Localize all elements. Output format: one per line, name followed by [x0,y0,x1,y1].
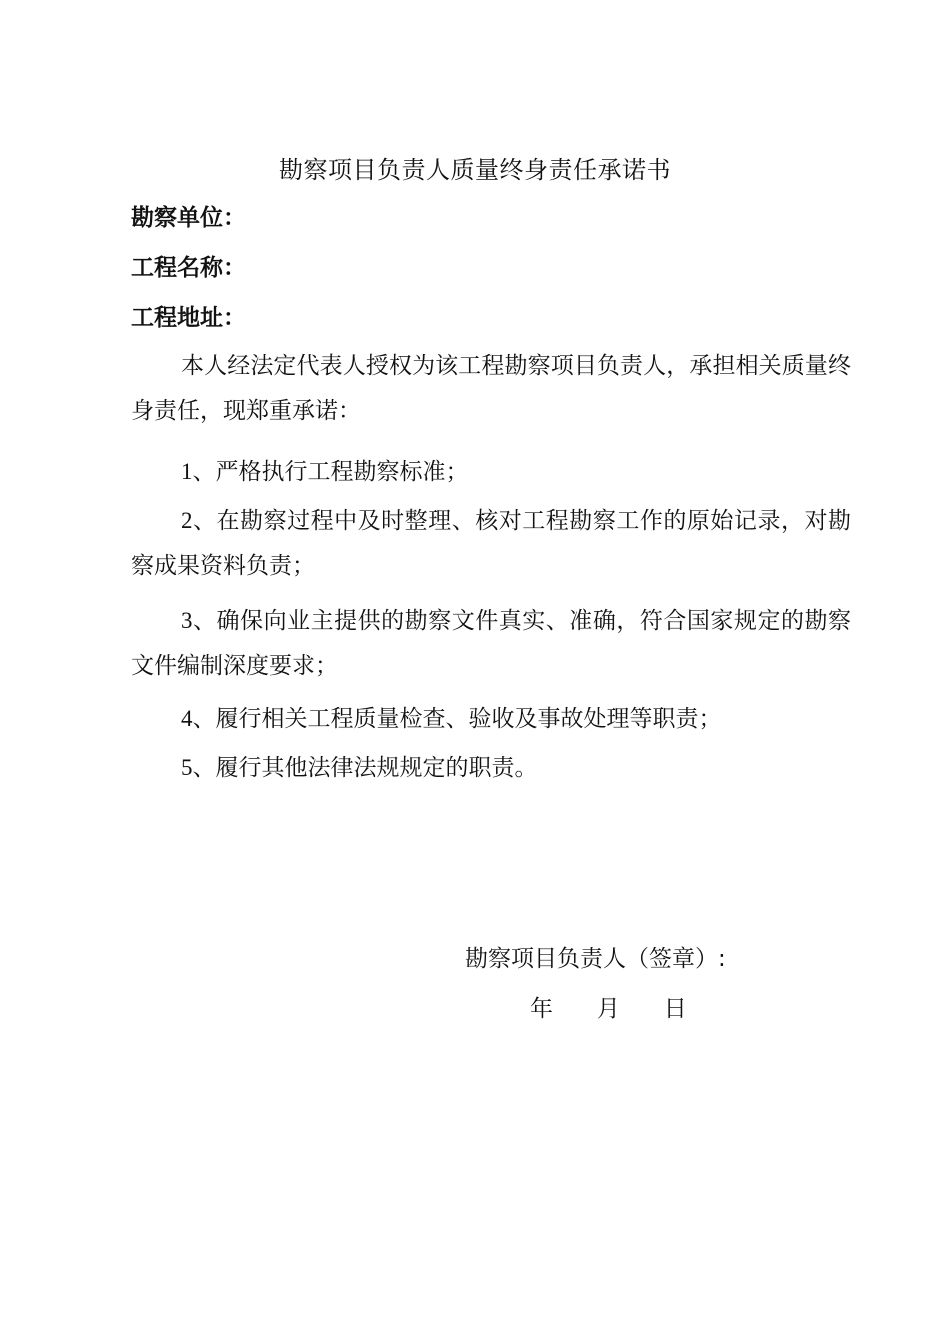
commitment-item-4 [131,696,851,742]
item-number: 2 [181,508,193,533]
signature-line: 勘察项目负责人（签章）: [465,946,726,972]
project-address-label: 工程地址： [131,305,246,331]
item-number: 4 [181,706,193,731]
project-name-label: 工程名称： [131,255,246,281]
item-text: 、确保向业主提供的勘察文件真实、准确，符合国家规定的勘察文件编制深度要求； [131,608,851,679]
date-day: 日 [663,996,687,1022]
item-number: 1 [181,459,193,484]
commitment-item-2 [131,498,851,589]
date-year: 年 [530,996,553,1022]
item-text: 、严格执行工程勘察标准； [192,459,469,485]
item-text: 、履行其他法律法规规定的职责。 [192,755,538,781]
survey-unit-label: 勘察单位： [131,205,246,231]
commitment-item-1 [131,449,851,495]
date-month: 月 [596,996,620,1022]
item-number: 5 [181,755,193,780]
item-number: 3 [181,608,193,633]
item-text: 、在勘察过程中及时整理、核对工程勘察工作的原始记录，对勘察成果资料负责； [131,508,851,579]
document-title: 勘察项目负责人质量终身责任承诺书 [279,156,671,184]
intro-paragraph: 本人经法定代表人授权为该工程勘察项目负责人，承担相关质量终身责任，现郑重承诺： [131,353,851,424]
commitment-item-3 [131,598,851,689]
date-line [530,992,687,1026]
commitment-item-5 [131,745,851,791]
item-text: 、履行相关工程质量检查、验收及事故处理等职责； [192,706,722,732]
